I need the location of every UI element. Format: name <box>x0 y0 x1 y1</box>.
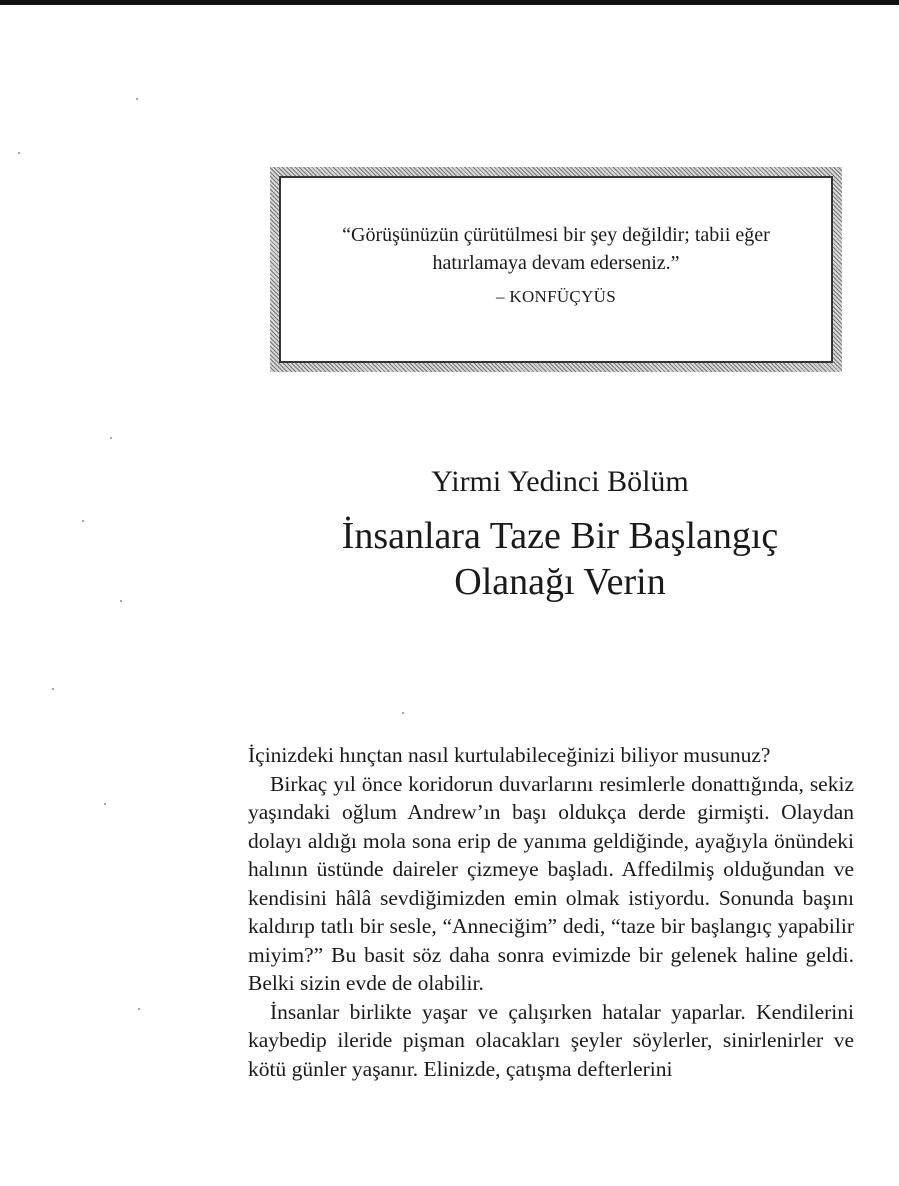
chapter-number: Yirmi Yedinci Bölüm <box>431 465 689 498</box>
epigraph-quote: “Görüşünüzün çürütülmesi bir şey değildir; tabii eğer hatırlamaya devam ederseniz.” <box>342 224 770 274</box>
scan-speck <box>52 688 54 690</box>
chapter-title-line-2: Olanağı Verin <box>454 561 666 603</box>
scan-speck <box>104 803 106 805</box>
scan-speck <box>138 1008 140 1010</box>
epigraph-author: – KONFÜÇYÜS <box>496 287 616 306</box>
body-text <box>248 741 854 1083</box>
body-paragraph: Birkaç yıl önce koridorun duvarlarını resimlerle donattığında, sekiz yaşındaki oğlum Andrew’ın başı oldukça derde girmişti. Olaydan dolayı aldığı mola sona erip de yanıma geldiğinde, ayağıyla önündeki halının üstünde daireler çizmeye başladı. Affedilmiş olduğundan ve kendisini hâlâ sevdiğimizden emin olmak istiyordu. Sonunda başını kaldırıp tatlı bir sesle, “Anneciğim” dedi, “taze bir başlangıç yapabilir miyim?” Bu basit söz daha sonra evimizde bir gelenek haline geldi. Belki sizin evde de olabilir. <box>248 771 854 995</box>
scan-speck <box>18 152 20 154</box>
scan-speck <box>402 712 404 714</box>
body-paragraph: İnsanlar birlikte yaşar ve çalışırken hatalar yaparlar. Kendilerini kaybedip ileride pişman olacakları şeyler söylerler, sinirlenirler ve kötü günler yaşanır. Elinizde, çatışma defterlerini <box>248 999 854 1081</box>
chapter-title-line-1: İnsanlara Taze Bir Başlangıç <box>341 515 779 557</box>
epigraph-box <box>270 167 842 372</box>
scan-speck <box>82 520 84 522</box>
epigraph-inner <box>279 176 833 363</box>
scan-speck <box>120 600 122 602</box>
body-paragraph: İçinizdeki hınçtan nasıl kurtulabileceğinizi biliyor musunuz? <box>248 743 771 767</box>
scan-speck <box>136 98 138 100</box>
scan-speck <box>110 437 112 439</box>
chapter-title <box>250 513 870 605</box>
top-border-line <box>0 0 899 5</box>
